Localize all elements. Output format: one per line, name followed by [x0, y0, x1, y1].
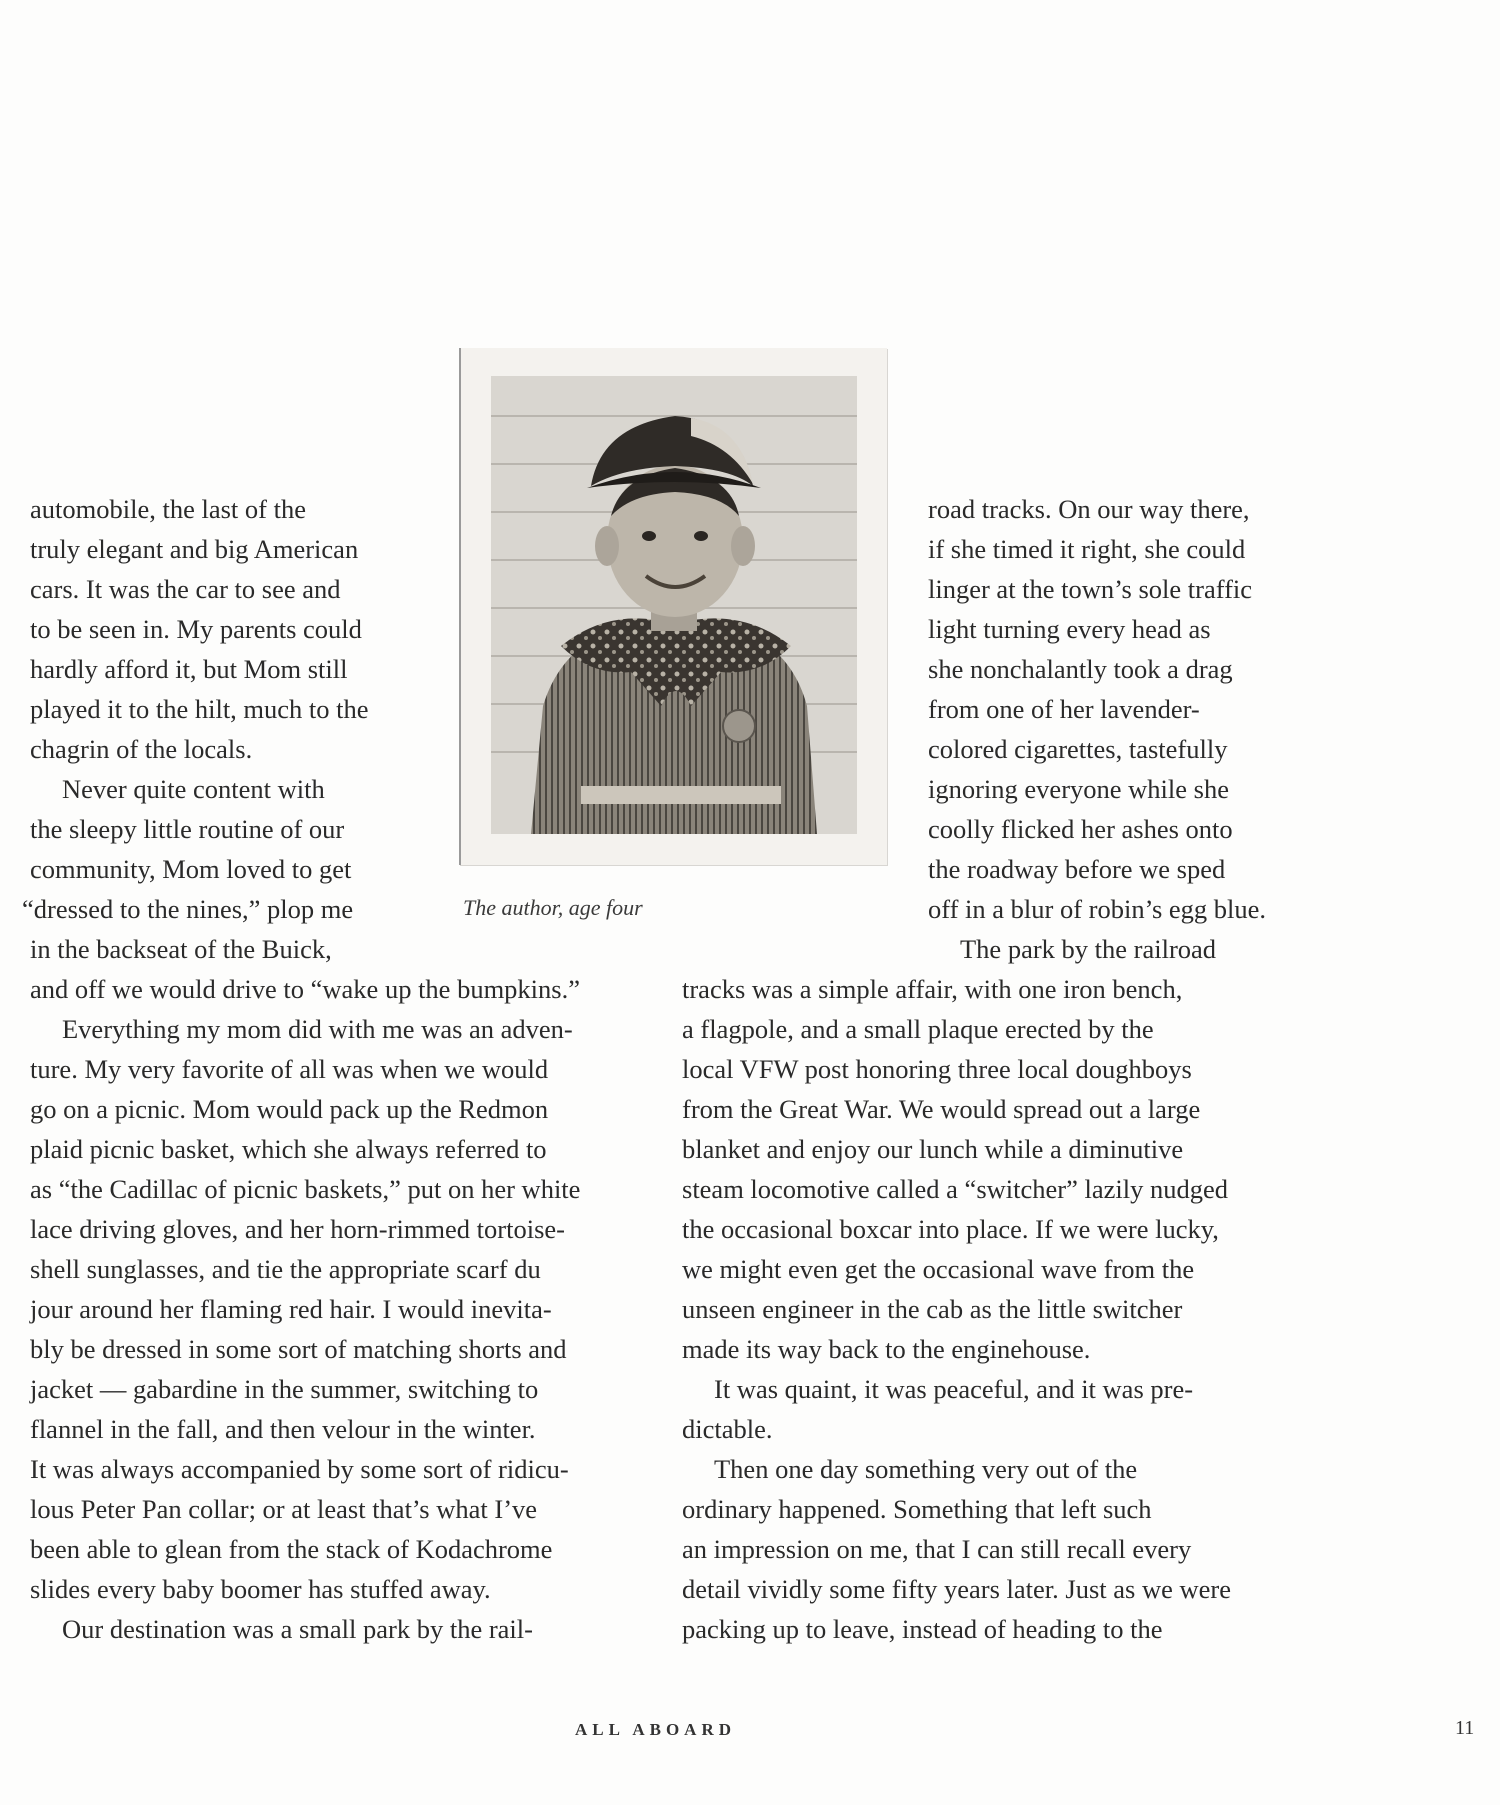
text-line: as “the Cadillac of picnic baskets,” put on her white — [30, 1174, 581, 1204]
text-line: “dressed to the nines,” plop me — [22, 894, 354, 924]
text-line: and off we would drive to “wake up the bumpkins.” — [30, 974, 580, 1004]
text-line: colored cigarettes, tastefully — [928, 734, 1228, 764]
text-line: slides every baby boomer has stuffed away. — [30, 1574, 491, 1604]
text-line: plaid picnic basket, which she always referred to — [30, 1134, 547, 1164]
text-line: been able to glean from the stack of Kodachrome — [30, 1534, 553, 1564]
text-line: the occasional boxcar into place. If we were lucky, — [682, 1214, 1219, 1244]
text-line: Our destination was a small park by the rail- — [62, 1614, 533, 1644]
text-line: road tracks. On our way there, — [928, 494, 1250, 524]
text-line: from the Great War. We would spread out a large — [682, 1094, 1201, 1124]
text-line: ignoring everyone while she — [928, 774, 1229, 804]
text-line: ture. My very favorite of all was when we would — [30, 1054, 549, 1084]
text-line: blanket and enjoy our lunch while a diminutive — [682, 1134, 1184, 1164]
author-photo — [459, 348, 887, 865]
text-line: lous Peter Pan collar; or at least that’s what I’ve — [30, 1494, 538, 1524]
text-line: linger at the town’s sole traffic — [928, 574, 1253, 604]
text-line: dictable. — [682, 1414, 773, 1444]
text-line: It was quaint, it was peaceful, and it was pre- — [714, 1374, 1194, 1404]
text-line: ordinary happened. Something that left such — [682, 1494, 1152, 1524]
text-line: The park by the railroad — [960, 934, 1217, 964]
text-line: the roadway before we sped — [928, 854, 1226, 884]
text-line: she nonchalantly took a drag — [928, 654, 1233, 684]
text-line: lace driving gloves, and her horn-rimmed tortoise- — [30, 1214, 565, 1244]
text-line: hardly afford it, but Mom still — [30, 654, 348, 684]
text-line: an impression on me, that I can still recall every — [682, 1534, 1192, 1564]
text-line: It was always accompanied by some sort of ridicu- — [30, 1454, 569, 1484]
text-line: chagrin of the locals. — [30, 734, 253, 764]
text-line: truly elegant and big American — [30, 534, 359, 564]
text-line: we might even get the occasional wave from the — [682, 1254, 1195, 1284]
text-line: unseen engineer in the cab as the little switcher — [682, 1294, 1183, 1324]
text-line: light turning every head as — [928, 614, 1211, 644]
text-line: community, Mom loved to get — [30, 854, 352, 884]
text-line: packing up to leave, instead of heading to the — [682, 1614, 1163, 1644]
text-line: Then one day something very out of the — [714, 1454, 1138, 1484]
boy-portrait-image — [491, 376, 857, 834]
text-line: jour around her flaming red hair. I would inevita- — [30, 1294, 552, 1324]
text-line: coolly flicked her ashes onto — [928, 814, 1233, 844]
text-line: made its way back to the enginehouse. — [682, 1334, 1091, 1364]
text-line: off in a blur of robin’s egg blue. — [928, 894, 1267, 924]
text-line: to be seen in. My parents could — [30, 614, 362, 644]
text-line: from one of her lavender- — [928, 694, 1200, 724]
text-line: go on a picnic. Mom would pack up the Redmon — [30, 1094, 549, 1124]
running-footer-title: ALL ABOARD — [575, 1720, 736, 1739]
text-line: shell sunglasses, and tie the appropriate scarf du — [30, 1254, 541, 1284]
text-line: Never quite content with — [62, 774, 325, 804]
text-line: Everything my mom did with me was an adven- — [62, 1014, 573, 1044]
text-line: in the backseat of the Buick, — [30, 934, 332, 964]
text-line: if she timed it right, she could — [928, 534, 1246, 564]
photo-caption: The author, age four — [463, 895, 643, 920]
text-line: automobile, the last of the — [30, 494, 306, 524]
text-line: detail vividly some fifty years later. Just as we were — [682, 1574, 1231, 1604]
text-line: steam locomotive called a “switcher” lazily nudged — [682, 1174, 1228, 1204]
text-line: bly be dressed in some sort of matching shorts and — [30, 1334, 567, 1364]
text-line: jacket — gabardine in the summer, switching to — [30, 1374, 539, 1404]
text-line: local VFW post honoring three local doughboys — [682, 1054, 1192, 1084]
text-line: the sleepy little routine of our — [30, 814, 345, 844]
text-line: tracks was a simple affair, with one iron bench, — [682, 974, 1183, 1004]
page-number: 11 — [1455, 1717, 1475, 1739]
text-line: played it to the hilt, much to the — [30, 694, 369, 724]
text-line: cars. It was the car to see and — [30, 574, 341, 604]
text-line: flannel in the fall, and then velour in the winter. — [30, 1414, 536, 1444]
text-line: a flagpole, and a small plaque erected by the — [682, 1014, 1154, 1044]
